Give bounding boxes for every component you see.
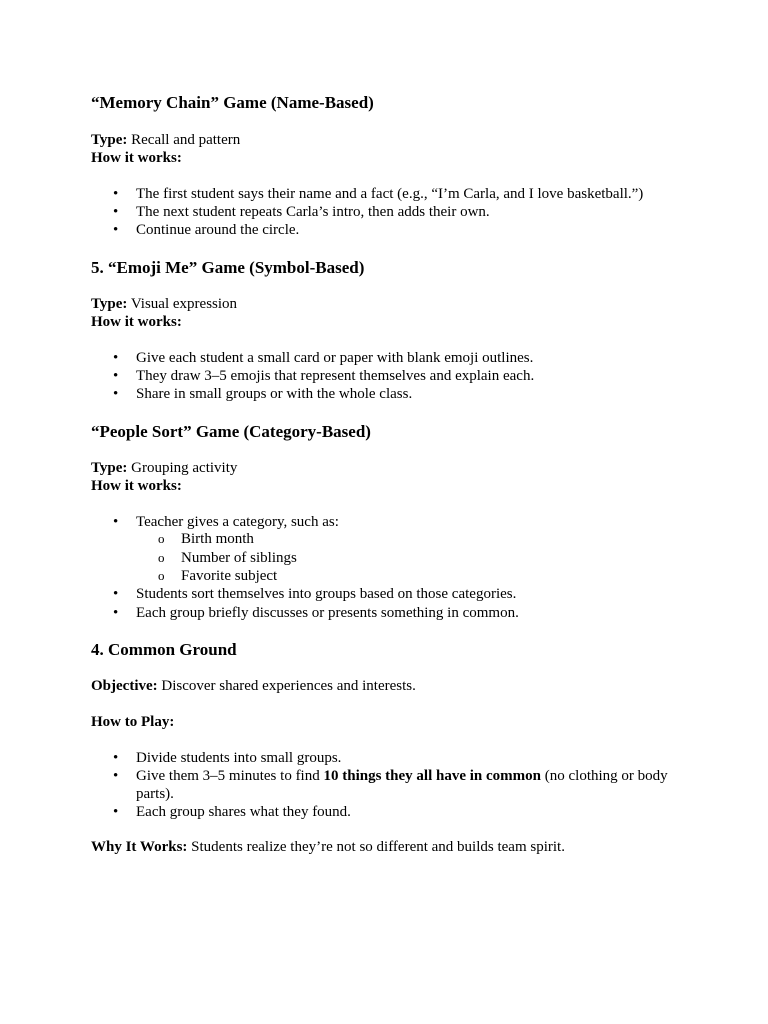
list-item: Share in small groups or with the whole class. [136,386,413,402]
bullet-icon: • [113,350,119,366]
bullet-icon: • [113,204,119,220]
bullet-icon: • [113,768,119,784]
list-item-emphasis: 10 things they all have in common [323,768,541,784]
list-item [136,767,668,785]
type-line [91,295,237,313]
list-item-text: Give them 3–5 minutes to find [136,768,324,784]
sub-list-item: Number of siblings [181,550,297,566]
type-label: Type: [91,296,128,312]
sub-list-item: Favorite subject [181,568,278,584]
list-item: Students sort themselves into groups based on those categories. [136,586,517,602]
type-line [91,131,240,149]
objective-value: Discover shared experiences and interests. [161,678,416,694]
how-to-play-label: How to Play: [91,714,175,730]
type-label: Type: [91,132,128,148]
bullet-icon: • [113,514,119,530]
type-label: Type: [91,460,128,476]
list-item: Give each student a small card or paper with blank emoji outlines. [136,350,534,366]
bullet-icon: • [113,750,119,766]
type-line [91,459,237,477]
list-item: The first student says their name and a fact (e.g., “I’m Carla, and I love basketball.”) [136,186,644,202]
why-it-works-line [91,838,565,856]
sub-bullet-icon: o [158,550,165,565]
list-item: Teacher gives a category, such as: [136,514,339,530]
sub-list-item: Birth month [181,531,254,547]
section-title-emoji-me: 5. “Emoji Me” Game (Symbol-Based) [91,258,365,277]
list-item: Each group shares what they found. [136,804,351,820]
bullet-icon: • [113,804,119,820]
type-value: Grouping activity [131,460,238,476]
how-it-works-label: How it works: [91,478,182,494]
why-value: Students realize they’re not so different and builds team spirit. [191,839,565,855]
bullet-icon: • [113,222,119,238]
sub-bullet-icon: o [158,531,165,546]
why-label: Why It Works: [91,839,188,855]
sub-bullet-icon: o [158,568,165,583]
type-value: Recall and pattern [131,132,241,148]
list-item: Divide students into small groups. [136,750,342,766]
section-title-memory-chain: “Memory Chain” Game (Name-Based) [91,93,374,112]
how-it-works-label: How it works: [91,314,182,330]
list-item: Continue around the circle. [136,222,300,238]
bullet-icon: • [113,186,119,202]
list-item: Each group briefly discusses or presents something in common. [136,605,519,621]
list-item-continuation: parts). [136,786,174,802]
list-item: They draw 3–5 emojis that represent themselves and explain each. [136,368,535,384]
bullet-icon: • [113,605,119,621]
bullet-icon: • [113,386,119,402]
section-title-people-sort: “People Sort” Game (Category-Based) [91,422,371,441]
section-title-common-ground: 4. Common Ground [91,640,237,659]
objective-label: Objective: [91,678,158,694]
bullet-icon: • [113,368,119,384]
objective-line [91,677,416,695]
list-item-text: (no clothing or body [541,768,668,784]
how-it-works-label: How it works: [91,150,182,166]
bullet-icon: • [113,586,119,602]
list-item: The next student repeats Carla’s intro, then adds their own. [136,204,490,220]
type-value: Visual expression [130,296,238,312]
